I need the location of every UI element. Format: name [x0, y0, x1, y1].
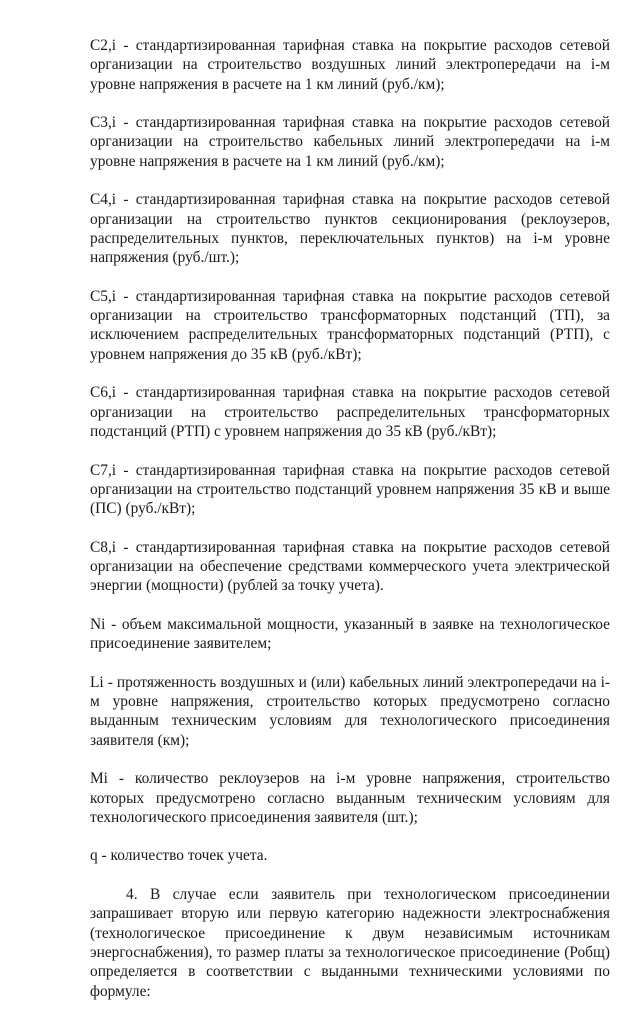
definition-ni: Ni - объем максимальной мощности, указанный в заявке на технологическое присоединение заявителем; — [90, 615, 610, 653]
definition-li: Li - протяженность воздушных и (или) кабельных линий электропередачи на i-м уровне напряжения, строительство которых предусмотрено согласно выданным техническим условиям для технологического присоединения заявителя (км); — [90, 673, 610, 749]
definition-q: q - количество точек учета. — [90, 847, 268, 865]
definition-mi: Mi - количество реклоузеров на i-м уровне напряжения, строительство которых предусмотрено согласно выданным техническим условиям для технологического присоединения заявителя (шт.); — [90, 770, 610, 826]
clause-4: 4. В случае если заявитель при технологическом присоединении запрашивает вторую или первую категорию надежности электроснабжения (технологическое присоединение к двум независимым источникам энергоснабжения), то размер платы за технологическое присоединение (Робщ) определяется в соответствии с выданными техническими условиями по формуле: — [90, 886, 610, 1000]
definition-c3: С3,i - стандартизированная тарифная ставка на покрытие расходов сетевой организации на строительство кабельных линий электропередачи на i-м уровне напряжения в расчете на 1 км линий (руб./км); — [90, 114, 610, 170]
definition-c5: С5,i - стандартизированная тарифная ставка на покрытие расходов сетевой организации на строительство трансформаторных подстанций (ТП), за исключением распределительных трансформаторных подстанций (РТП), с уровнем напряжения до 35 кВ (руб./кВт); — [90, 287, 610, 363]
document-body — [90, 36, 610, 1020]
definition-c6: С6,i - стандартизированная тарифная ставка на покрытие расходов сетевой организации на строительство распределительных трансформаторных подстанций (РТП) с уровнем напряжения до 35 кВ (руб./кВт); — [90, 384, 610, 440]
definition-c4: С4,i - стандартизированная тарифная ставка на покрытие расходов сетевой организации на строительство пунктов секционирования (реклоузеров, распределительных пунктов, переключательных пунктов) на i-м уровне напряжения (руб./шт.); — [90, 191, 610, 267]
definition-c7: С7,i - стандартизированная тарифная ставка на покрытие расходов сетевой организации на строительство подстанций уровнем напряжения 35 кВ и выше (ПС) (руб./кВт); — [90, 461, 610, 518]
definition-c8: С8,i - стандартизированная тарифная ставка на покрытие расходов сетевой организации на обеспечение средствами коммерческого учета электрической энергии (мощности) (рублей за точку учета). — [90, 538, 610, 595]
definition-c2: С2,i - стандартизированная тарифная ставка на покрытие расходов сетевой организации на строительство воздушных линий электропередачи на i-м уровне напряжения в расчете на 1 км линий (руб./км); — [90, 37, 610, 93]
